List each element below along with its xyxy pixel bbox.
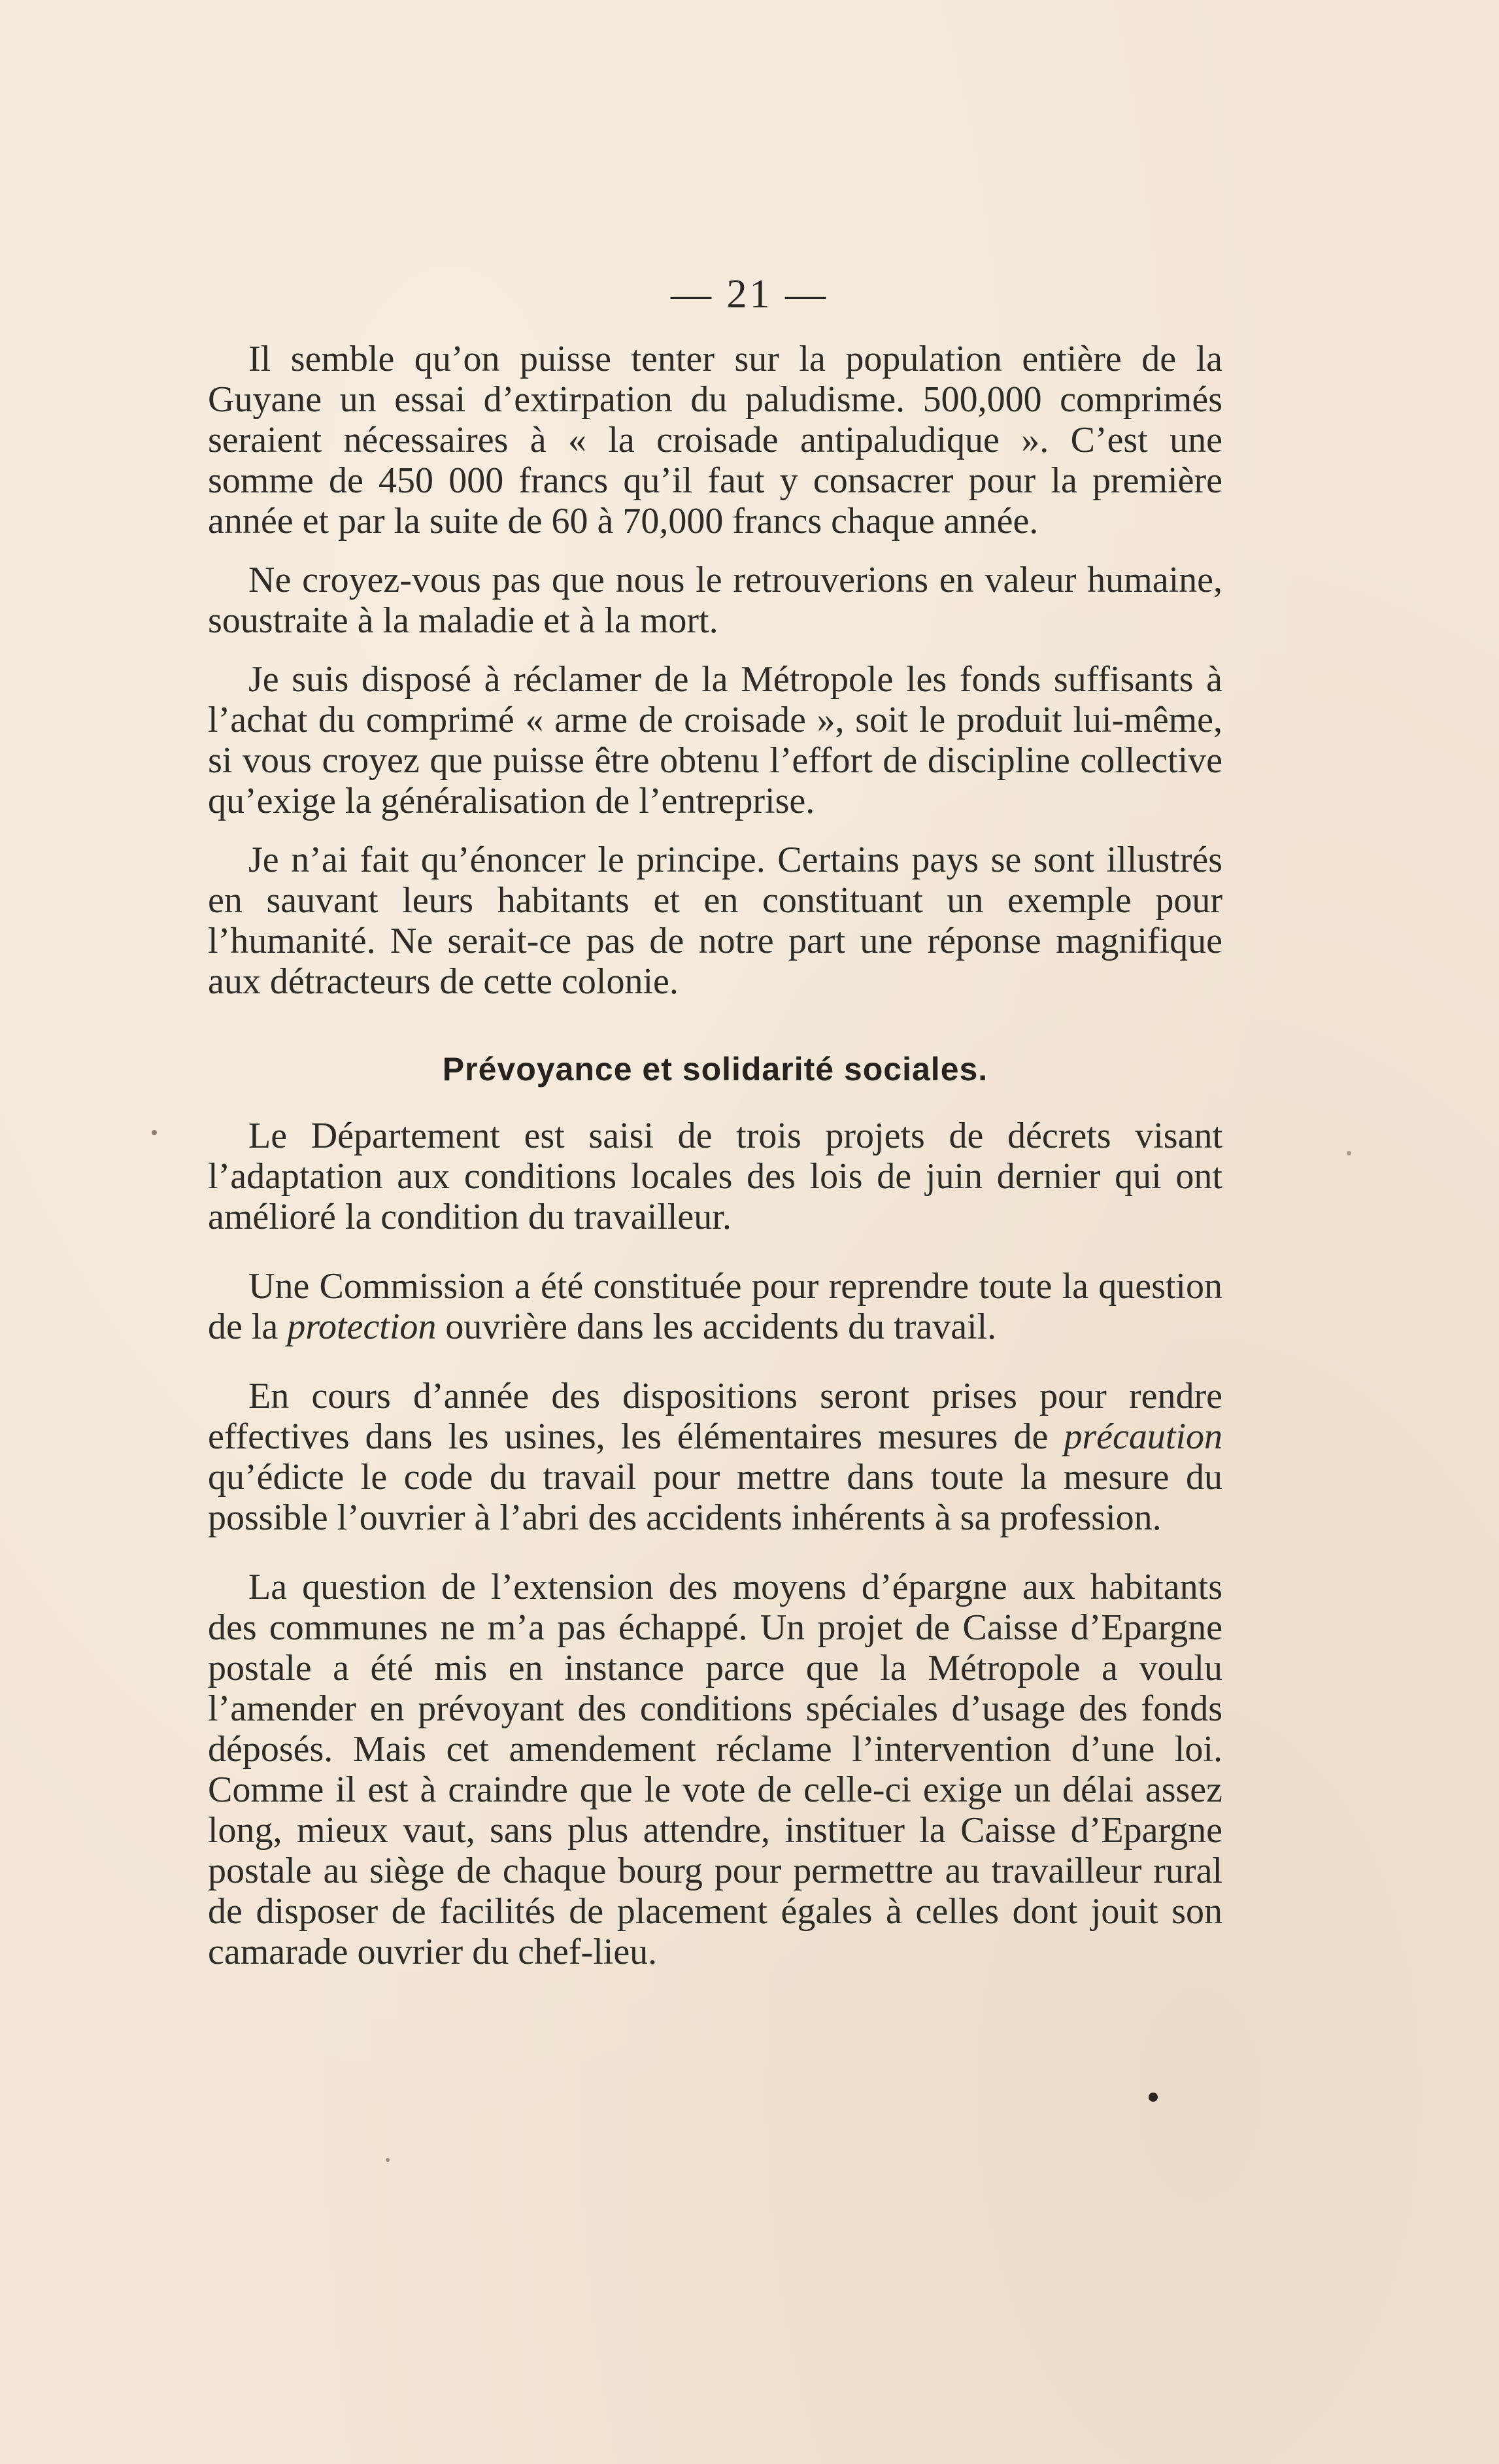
paragraph-savings-bank: La question de l’extension des moyens d’épargne aux habitants des communes ne m’a pas échappé. Un projet de Caisse d’Epargne postale a été mis en instance parce que la Métropole a voulu l’amender en prévoyant des conditions spéciales d’usage des fonds déposés. Mais cet amendement réclame l’intervention d’une loi. Comme il est à craindre que le vote de celle-ci exige un délai assez long, mieux vaut, sans plus attendre, instituer la Caisse d’Epargne postale au siège de chaque bourg pour permettre au travailleur rural de disposer de facilités de placement égales à celles dont jouit son camarade ouvrier du chef-lieu. <box>208 1567 1222 1972</box>
paragraph-malaria-plan: Il semble qu’on puisse tenter sur la population entière de la Guyane un essai d’extirpation du paludisme. 500,000 comprimés seraient nécessaires à « la croisade antipaludique ». C’est une somme de 450 000 francs qu’il faut y consacrer pour la première année et par la suite de 60 à 70,000 francs chaque année. <box>208 339 1222 541</box>
paragraph-commission-text-start: Une Commission a été constituée pour reprendre toute la question de la <box>208 1266 1222 1347</box>
paragraph-human-value: Ne croyez-vous pas que nous le retrouverions en valeur humaine, soustraite à la maladie et à la mort. <box>208 560 1222 641</box>
page-number: — 21 — <box>671 272 828 317</box>
paper-speck <box>1149 2093 1158 2102</box>
paper-speck <box>152 1130 157 1135</box>
paper-speck <box>1347 1151 1351 1155</box>
section-heading: Prévoyance et solidarité sociales. <box>442 1051 988 1087</box>
paragraph-decrees: Le Département est saisi de trois projets de décrets visant l’adaptation aux conditions locales des lois de juin dernier qui ont amélioré la condition du travailleur. <box>208 1116 1222 1237</box>
paper-speck <box>386 2158 390 2162</box>
paragraph-factory-safety-emphasis: précaution <box>1064 1416 1222 1457</box>
paragraph-commission-emphasis: protection <box>287 1307 437 1347</box>
paragraph-commission <box>208 1266 1222 1347</box>
paragraph-factory-safety-text-end: qu’édicte le code du travail pour mettre dans toute la mesure du possible l’ouvrier à l’abri des accidents inhérents à sa profession. <box>208 1457 1222 1538</box>
paragraph-factory-safety <box>208 1376 1222 1538</box>
paragraph-factory-safety-text-start: En cours d’année des dispositions seront prises pour rendre effectives dans les usines, les élémentaires mesures de <box>208 1376 1222 1457</box>
paragraph-metropole-funds: Je suis disposé à réclamer de la Métropole les fonds suffisants à l’achat du comprimé « arme de croisade », soit le produit lui-même, si vous croyez que puisse être obtenu l’effort de discipline collective qu’exige la généralisation de l’entreprise. <box>208 659 1222 821</box>
paragraph-commission-text-end: ouvrière dans les accidents du travail. <box>436 1307 997 1347</box>
paragraph-principle: Je n’ai fait qu’énoncer le principe. Certains pays se sont illustrés en sauvant leurs habitants et en constituant un exemple pour l’humanité. Ne serait-ce pas de notre part une réponse magnifique aux détracteurs de cette colonie. <box>208 840 1222 1002</box>
body-text <box>208 339 1222 1972</box>
